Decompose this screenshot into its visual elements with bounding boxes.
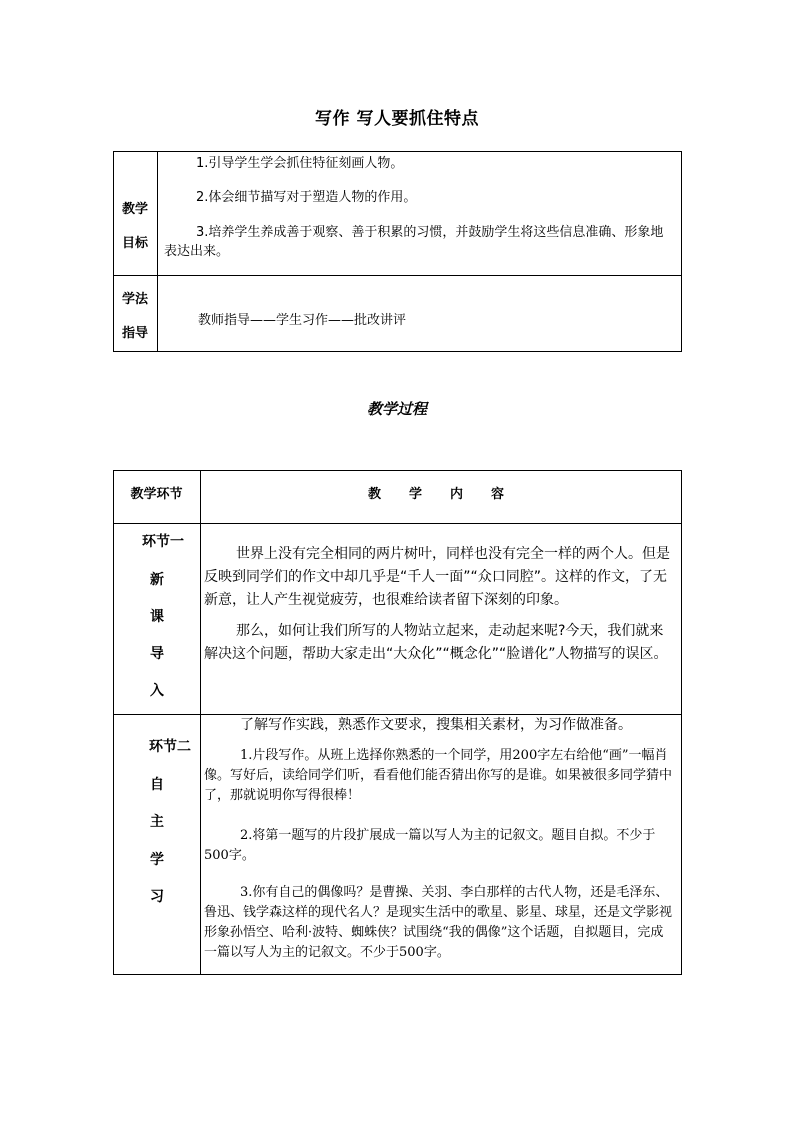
section1-char-4: 入 bbox=[150, 683, 164, 699]
section1-char-2: 课 bbox=[150, 609, 164, 625]
section2-char-1: 自 bbox=[150, 777, 164, 793]
section1-char-3: 导 bbox=[150, 646, 164, 662]
section1-label: 环节一 bbox=[142, 534, 184, 550]
goal-label-line2: 目标 bbox=[121, 236, 148, 251]
process-title: 教学过程 bbox=[366, 400, 427, 418]
goal-label-line1: 教学 bbox=[121, 202, 148, 217]
section2-char-2: 主 bbox=[150, 814, 164, 830]
method-label-line1: 学法 bbox=[121, 292, 148, 307]
goal-item-3: 3.培养学生养成善于观察、善于积累的习惯，并鼓励学生将这些信息准确、形象地表达出来。 bbox=[164, 225, 664, 259]
section2-intro: 了解写作实践，熟悉作文要求，搜集相关素材，为习作做准备。 bbox=[240, 717, 632, 733]
section2-paragraph-1: 1.片段写作。从班上选择你熟悉的一个同学，用200字左右给他“画”一幅肖像。写好后，读给同学们听，看看他们能否猜出你写的是谁。如果被很多同学猜中了，那就说明你写得很棒！ bbox=[204, 748, 673, 803]
section1-paragraph-1: 世界上没有完全相同的两片树叶，同样也没有完全一样的两个人。但是反映到同学们的作文中却几乎是“千人一面”“众口同腔”。这样的作文，了无新意，让人产生视觉疲劳，也很难给读者留下深刻的印象。 bbox=[204, 546, 670, 608]
section1-paragraph-2: 那么，如何让我们所写的人物站立起来，走动起来呢?今天，我们就来解决这个问题，帮助大家走出“大众化”“概念化”“脸谱化”人物描写的误区。 bbox=[204, 623, 668, 662]
goals-table-divider bbox=[157, 151, 158, 352]
section2-paragraph-2: 2.将第一题写的片段扩展成一篇以写人为主的记叙文。题目自拟。不少于500字。 bbox=[204, 828, 656, 863]
section2-paragraph-3: 3.你有自己的偶像吗？是曹操、关羽、李白那样的古代人物，还是毛泽东、鲁迅、钱学森这样的现代名人？是现实生活中的歌星、影星、球星，还是文学影视形象孙悟空、哈利·波特、蜘蛛侠？试围绕“我的偶像”这个话题，自拟题目，完成一篇以写人为主的记叙文。不少于500字。 bbox=[204, 885, 673, 960]
goal-item-1: 1.引导学生学会抓住特征刻画人物。 bbox=[196, 156, 404, 171]
method-text: 教师指导——学生习作——批改讲评 bbox=[198, 313, 407, 328]
process-header-divider bbox=[113, 523, 682, 524]
goal-item-2: 2.体会细节描写对于塑造人物的作用。 bbox=[196, 190, 417, 205]
header-col1: 教学环节 bbox=[130, 487, 183, 502]
section2-label: 环节二 bbox=[149, 739, 191, 755]
section1-char-1: 新 bbox=[150, 572, 164, 588]
header-col2: 教学内容 bbox=[368, 487, 533, 502]
method-label-line2: 指导 bbox=[121, 326, 148, 341]
page-title: 写作 写人要抓住特点 bbox=[315, 109, 479, 129]
section2-char-4: 习 bbox=[150, 889, 164, 905]
goals-table-row-divider bbox=[113, 275, 682, 276]
section2-char-3: 学 bbox=[150, 852, 164, 868]
